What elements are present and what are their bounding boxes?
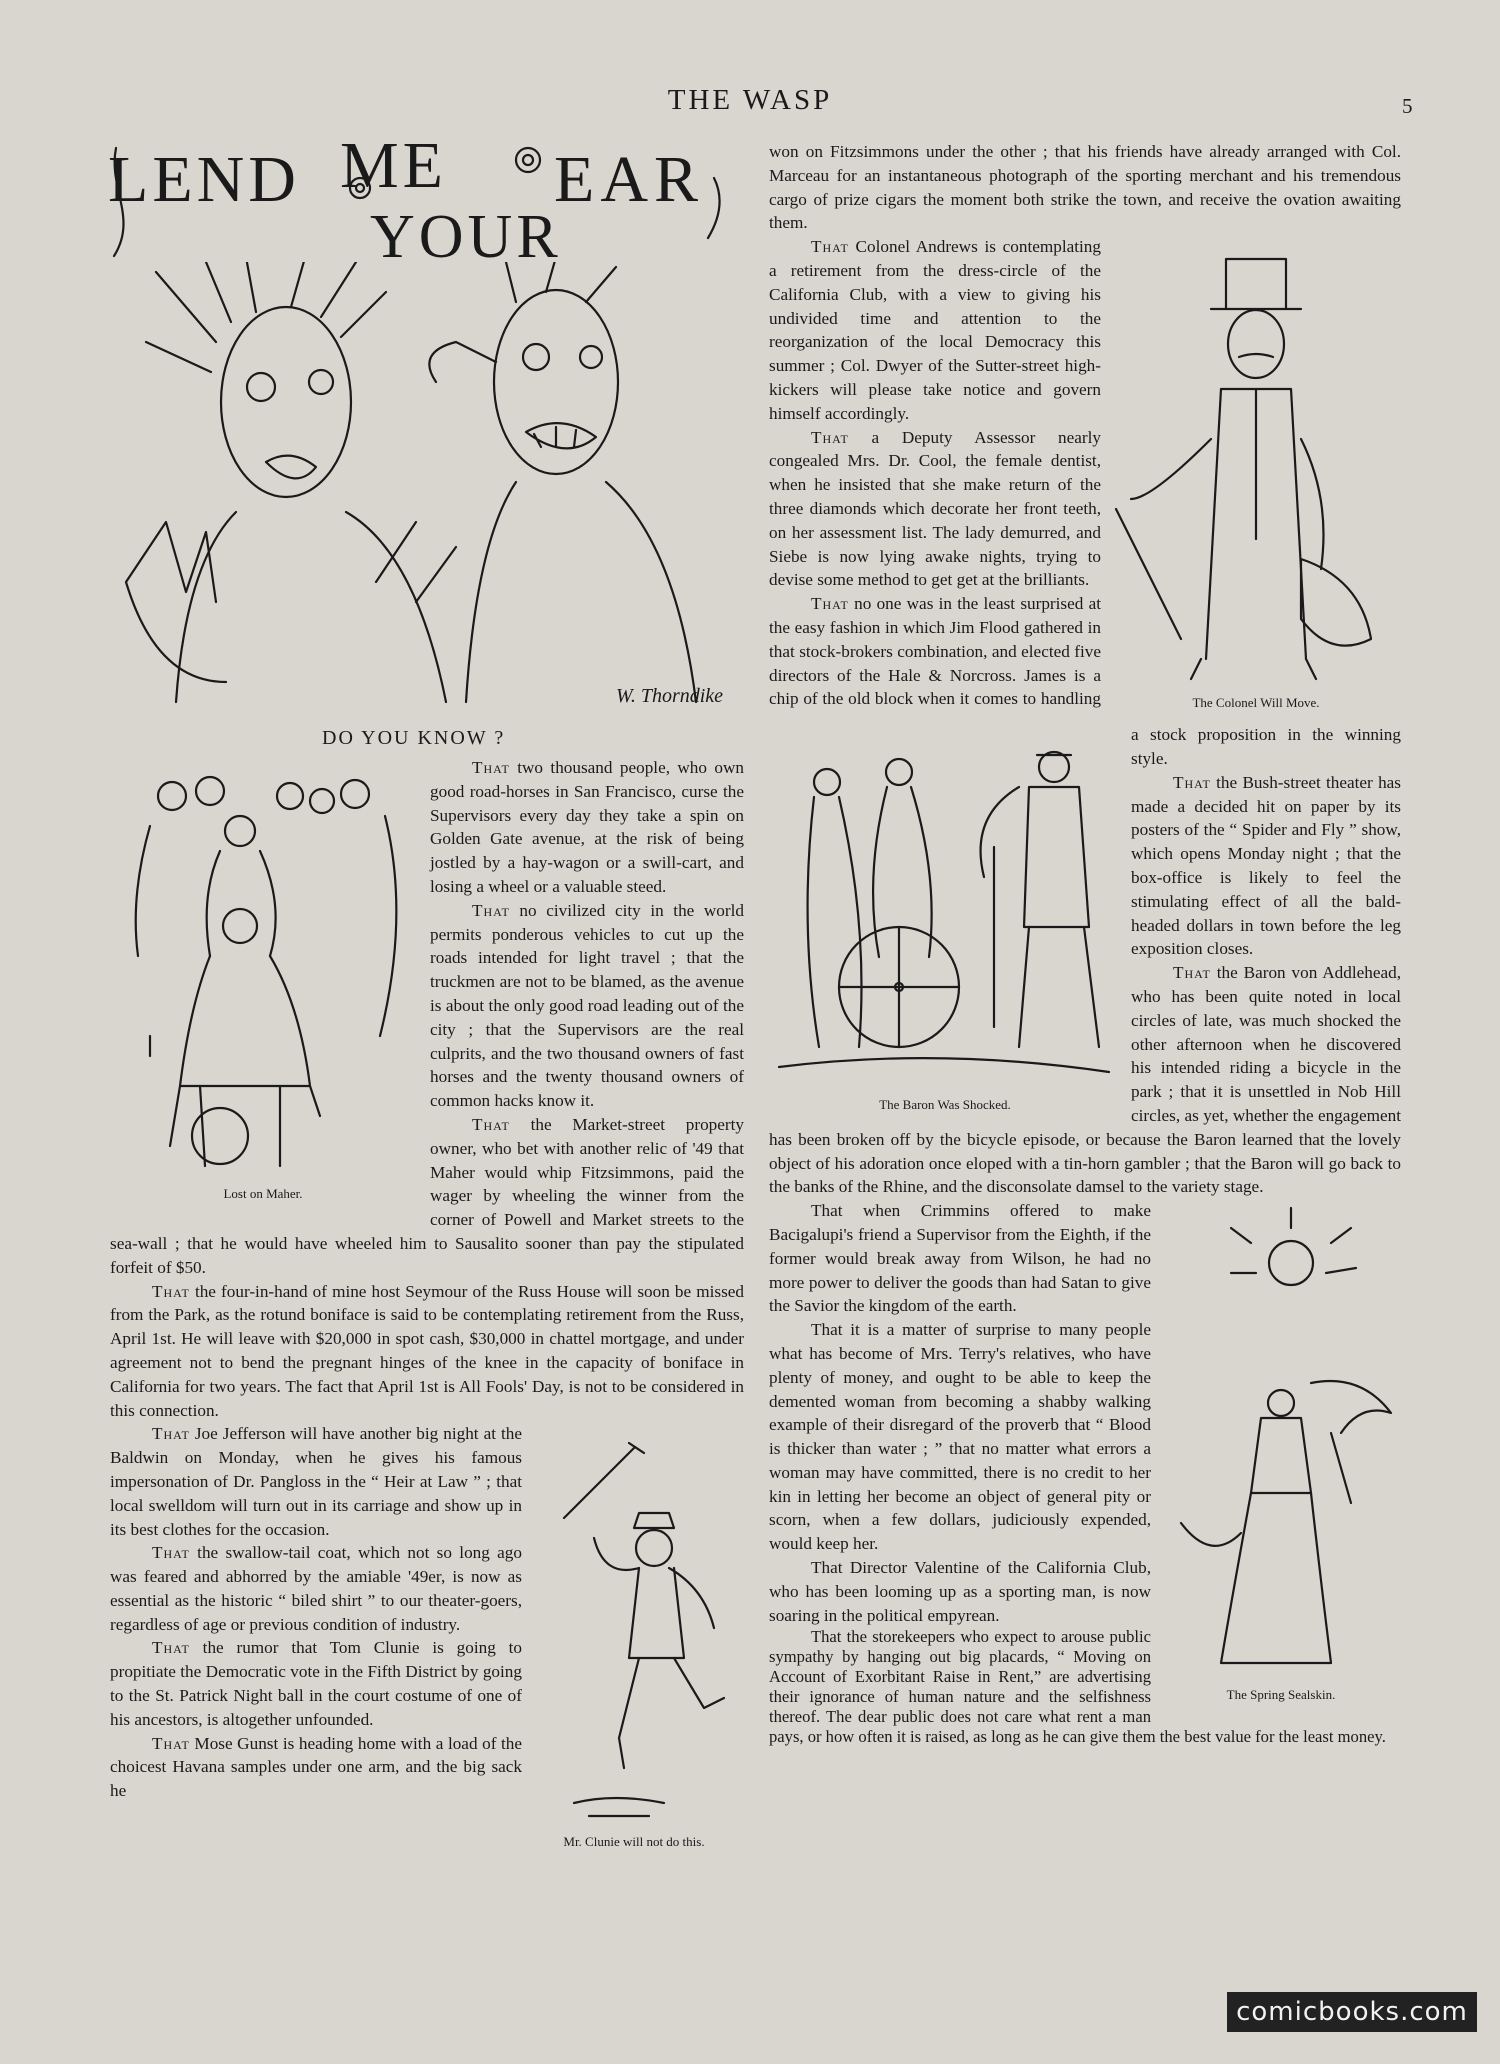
page-header: THE WASP [667,84,833,116]
col1-paragraph-4: the four-in-hand of mine host Seymour of the Russ House will soon be missed from the Park, as the rotund boniface is said to be contemplating retirement from the Russ, April 1st. He will leave with $20,000 in spot cash, $30,000 in chattel mortgage, and under agreement not to bend the pregnant hinges of the knee in the capacity of boniface in California for two years. The fact that April 1st is All Fools' Day, is not to be considered in this connection. [110,1281,744,1420]
col2-paragraph-3: a Deputy Assessor nearly congealed Mrs. Dr. Cool, the female dentist, when he insisted that she make return of the three diamonds which decorate her front teeth, on her assessment list. The lady demurred, and Siebe is now lying awake nights, trying to devise some method to get get at the brilliants. [769,427,1101,590]
lead-word: That [152,1281,190,1301]
col2-paragraph-9: That Director Valentine of the California Club, who has been looming up as a sporting man, is now soaring in the political empyrean. [769,1558,1151,1625]
lead-word: That [1173,772,1211,792]
right-man-figure [429,262,696,702]
lead-word: That [472,758,510,777]
col1-paragraph-1: two thousand people, who own good road-horses in San Francisco, curse the Supervisors every day they take a spin on Golden Gate avenue, at the risk of being jostled by a hay-wagon or a swill-cart, and losing a wheel or a valuable steed. [430,758,744,896]
masthead-title [108,128,728,278]
masthead-lend: LEND [108,143,300,216]
lead-word: That [811,594,849,614]
caption-maher: Lost on Maher. [223,1186,303,1201]
left-column [110,756,744,1862]
col2-paragraph-6: the Baron von Addlehead, who has been quite noted in local circles of late, was much shocked the other afternoon when he discovered his intended riding a bicycle in the park ; that it is unsettled in Nob Hill circles, as yet, whether the engagement has been broken off by the bicycle episode, or because the Baron learned that the lovely object of his adoration once eloped with a tin-horn gambler ; that the Baron will go back to the banks of the Rhine, and the disconsolate damsel to the variety stage. [769,963,1401,1197]
lead-word: That [811,237,849,257]
ear-pulling-illustration [116,262,746,712]
col1-paragraph-8: Mose Gunst is heading home with a load of the choicest Havana samples under one arm, and the big sack he [110,1733,522,1801]
colonel-illustration [1111,239,1401,689]
maher-illustration [110,756,416,1176]
baron-illustration [769,727,1121,1087]
caption-clunie: Mr. Clunie will not do this. [563,1834,705,1850]
lead-word: That [472,1114,510,1134]
lead-word: That [152,1424,190,1444]
right-column [769,140,1401,1747]
caption-baron: The Baron Was Shocked. [879,1097,1011,1113]
col1-paragraph-5: Joe Jefferson will have another big night at the Baldwin on Monday, when he gives his famous impersonation of Dr. Pangloss in the “ Heir at Law ” ; that local swelldom will turn out in its carriage and show up in its best clothes for the occasion. [110,1424,522,1539]
lead-word: That [811,427,849,447]
lead-word: That [1173,963,1211,983]
lead-word: That [152,1638,190,1658]
clunie-illustration-box [534,1428,744,1858]
colonel-illustration-box [1111,239,1401,719]
col2-paragraph-7: That when Crimmins offered to make Bacigalupi's friend a Supervisor from the Eighth, if the former would break away from Wilson, he had no more power to deliver the goods than had Satan to give the Savior the kingdom of the earth. [769,1201,1151,1316]
artist-signature: W. Thorndike [616,685,724,707]
col2-paragraph-4: no one was in the least surprised at the easy fashion in which Jim Flood gathered in that stock-brokers combination, and elected five directors of the Hale & Norcross. James is a chip of the old block when it comes to handling a stock proposition in the winning style. [769,594,1401,768]
col2-paragraph-1: won on Fitzsimmons under the other ; that his friends have already arranged with Col. Marceau for an instantaneous photograph of the sporting merchant and his tremendous cargo of prize cigars the moment both strike the town, and receive the ovation awaiting them. [769,142,1401,233]
maher-illustration-box [110,756,416,1208]
left-man-figure [126,262,456,702]
clunie-illustration [534,1428,744,1828]
lead-word: That [152,1543,190,1563]
caption-sealskin: The Spring Sealskin. [1226,1687,1336,1703]
col2-paragraph-2: Colonel Andrews is contemplating a retirement from the dress-circle of the California Club, with a view to giving his undivided time and attention to the reorganization of the local Democracy this summer ; Col. Dwyer of the Sutter-street high-kickers will please take notice and govern himself accordingly. [769,237,1101,423]
col1-paragraph-2: no civilized city in the world permits ponderous vehicles to cut up the roads intended for light travel ; that the truckmen are not to be blamed, as the avenue is about the only good road leading out of the city ; that the Supervisors are the real culprits, and the two thousand owners of fast horses and the twenty thousand owners of common hacks know it. [430,900,744,1111]
lead-word: That [152,1733,190,1753]
col2-paragraph-8: That it is a matter of surprise to many people what has become of Mrs. Terry's relatives, who have plenty of money, and ought to be able to keep the demented woman from becoming a shabby walking example of their disregard of the proverb that “ Blood is thicker than water ; ” that no matter what errors a woman may have committed, there is no credit to her kin in letting her become an object of general pity or scorn, when a few dollars, judiciously expended, would keep her. [769,1320,1151,1554]
col2-paragraph-5: the Bush-street theater has made a decided hit on paper by its posters of the “ Spider and Fly ” show, which opens Monday night ; that the box-office is likely to feel the stimulating effect of all the bald-headed dollars in town before the leg exposition closes. [1131,772,1401,959]
sealskin-illustration-box [1161,1203,1401,1713]
masthead-your: YOUR [370,203,562,271]
col1-paragraph-3: the Market-street property owner, who bet with another relic of '49 that Maher would whip Fitzsimmons, paid the wager by wheeling the winner from the corner of Powell and Market streets to the sea-wall ; that he would have wheeled him to Sausalito sooner than pay the stipulated forfeit of $50. [110,1114,744,1277]
col2-paragraph-10: That the storekeepers who expect to arouse public sympathy by hanging out big placards, “ Moving on Account of Exorbitant Raise in Rent,” are advertising their ignorance of human nature and the selfishness thereof. The dear public does not care what rent a man pays, or how often it is raised, as long as he can give them the best value for the least money. [769,1627,1386,1747]
page-number: 5 [1402,94,1413,118]
col1-paragraph-6: the swallow-tail coat, which not so long ago was feared and abhorred by the amiable '49er, is now as essential as the historic “ biled shirt ” to our theater-goers, regardless of age or previous condition of industry. [110,1543,522,1634]
baron-illustration-box [769,727,1121,1119]
masthead-ear: EAR [554,143,704,216]
masthead-ornaments [108,128,728,278]
masthead-me: ME [340,129,447,202]
lead-word: That [472,900,510,920]
sealskin-illustration [1161,1203,1401,1683]
section-heading: DO YOU KNOW ? [322,727,506,749]
col1-paragraph-7: the rumor that Tom Clunie is going to propitiate the Democratic vote in the Fifth District by going to the St. Patrick Night ball in the court costume of one of his ancestors, is altogether unfounded. [110,1638,522,1729]
watermark-badge: comicbooks.com [1227,1992,1477,2032]
caption-colonel: The Colonel Will Move. [1192,695,1320,711]
